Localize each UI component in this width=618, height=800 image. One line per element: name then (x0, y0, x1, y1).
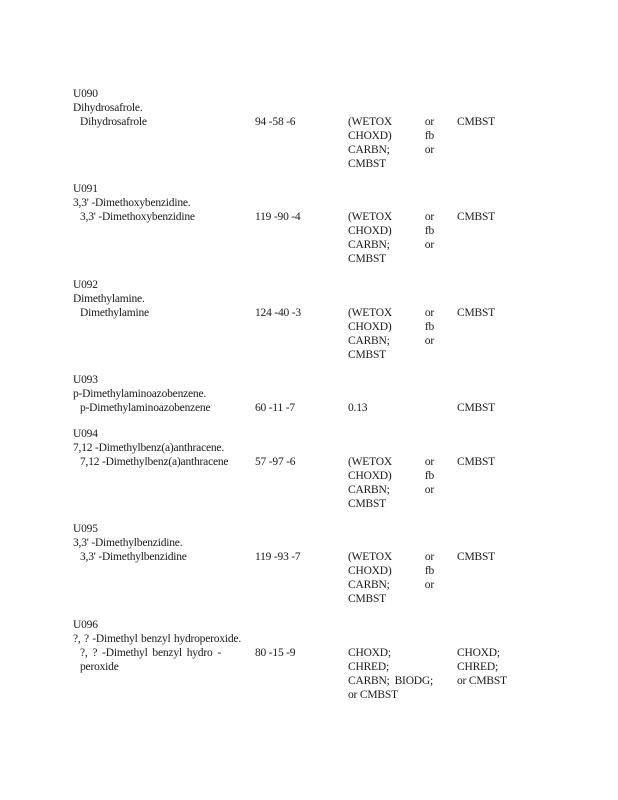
waste-code: U092 (73, 279, 98, 291)
waste-code: U094 (73, 428, 98, 440)
waste-code: U096 (73, 619, 98, 631)
standard-line: CMBST (457, 307, 495, 319)
standard-line: (WETOX or (348, 456, 434, 468)
waste-code: U095 (73, 523, 98, 535)
standard-line: CHOXD) fb (348, 225, 434, 237)
nonwastewater-standard (457, 550, 547, 564)
entry-title: Dihydrosafrole. (73, 102, 143, 114)
entry-title: 7,12 -Dimethylbenz(a)anthracene. (73, 442, 225, 454)
standard-line: CHOXD; CHRED; (348, 647, 391, 673)
standard-line: CMBST (457, 211, 495, 223)
wastewater-standard (348, 115, 434, 171)
name-line: 3,3' -Dimethoxybenzidine (80, 211, 195, 223)
standard-line: CMBST (348, 158, 386, 170)
standard-line: CHOXD) fb (348, 470, 434, 482)
waste-code: U091 (73, 183, 98, 195)
standard-line: CMBST (348, 253, 386, 265)
entry-title: 3,3' -Dimethoxybenzidine. (73, 197, 191, 209)
standard-line: 0.13 (348, 402, 368, 414)
name-line: p-Dimethylaminoazobenzene (80, 402, 211, 414)
standard-line: CHOXD) fb (348, 130, 434, 142)
cas-number: 124 -40 -3 (255, 307, 301, 319)
entry-title: Dimethylamine. (73, 293, 145, 305)
wastewater-standard (348, 646, 433, 702)
standard-line: CMBST (457, 402, 495, 414)
nonwastewater-standard (457, 306, 547, 320)
waste-code: U090 (73, 88, 98, 100)
standard-line: CMBST (457, 116, 495, 128)
name-line: peroxide (80, 661, 119, 673)
name-line: 3,3' -Dimethylbenzidine (80, 551, 187, 563)
standard-line: CMBST (348, 593, 386, 605)
cas-number: 80 -15 -9 (255, 647, 296, 659)
standard-line: CHOXD) fb (348, 321, 434, 333)
nonwastewater-standard (457, 646, 542, 688)
constituent-name (80, 455, 250, 469)
wastewater-standard (348, 550, 434, 606)
cas-number: 94 -58 -6 (255, 116, 296, 128)
standard-line: (WETOX or (348, 307, 434, 319)
standard-line: or CMBST (348, 689, 398, 701)
entry-title: 3,3' -Dimethylbenzidine. (73, 537, 183, 549)
constituent-name (80, 115, 250, 129)
name-line: Dihydrosafrole (80, 116, 147, 128)
standard-line: CHOXD) fb (348, 565, 434, 577)
constituent-name (80, 646, 221, 674)
standard-line: CMBST (348, 498, 386, 510)
standard-line: CMBST (457, 551, 495, 563)
standard-line: (WETOX or (348, 116, 434, 128)
constituent-name (80, 210, 250, 224)
constituent-name (80, 306, 250, 320)
standard-line: CHOXD; CHRED; (457, 647, 500, 673)
standard-line: CMBST (457, 456, 495, 468)
standard-line: CARBN; or (348, 579, 434, 591)
standard-line: (WETOX or (348, 211, 434, 223)
wastewater-standard (348, 210, 434, 266)
entry-title: ?, ? -Dimethyl benzyl hydroperoxide. (73, 633, 241, 645)
standard-line: or CMBST (457, 675, 507, 687)
nonwastewater-standard (457, 455, 547, 469)
standard-line: CARBN; or (348, 484, 434, 496)
wastewater-standard (348, 306, 434, 362)
nonwastewater-standard (457, 210, 547, 224)
constituent-name (80, 401, 250, 415)
waste-code: U093 (73, 374, 98, 386)
constituent-name (80, 550, 250, 564)
standard-line: CARBN; BIODG; (348, 675, 433, 687)
nonwastewater-standard (457, 401, 547, 415)
entry-title: p-Dimethylaminoazobenzene. (73, 388, 207, 400)
wastewater-standard (348, 401, 434, 415)
name-line: Dimethylamine (80, 307, 149, 319)
standard-line: CARBN; or (348, 239, 434, 251)
cas-number: 60 -11 -7 (255, 402, 295, 414)
name-line: ?, ? -Dimethyl benzyl hydro - (80, 647, 221, 659)
cas-number: 119 -90 -4 (255, 211, 301, 223)
name-line: 7,12 -Dimethylbenz(a)anthracene (80, 456, 229, 468)
cas-number: 57 -97 -6 (255, 456, 296, 468)
standard-line: (WETOX or (348, 551, 434, 563)
standard-line: CMBST (348, 349, 386, 361)
standard-line: CARBN; or (348, 335, 434, 347)
standard-line: CARBN; or (348, 144, 434, 156)
cas-number: 119 -93 -7 (255, 551, 301, 563)
wastewater-standard (348, 455, 434, 511)
nonwastewater-standard (457, 115, 547, 129)
